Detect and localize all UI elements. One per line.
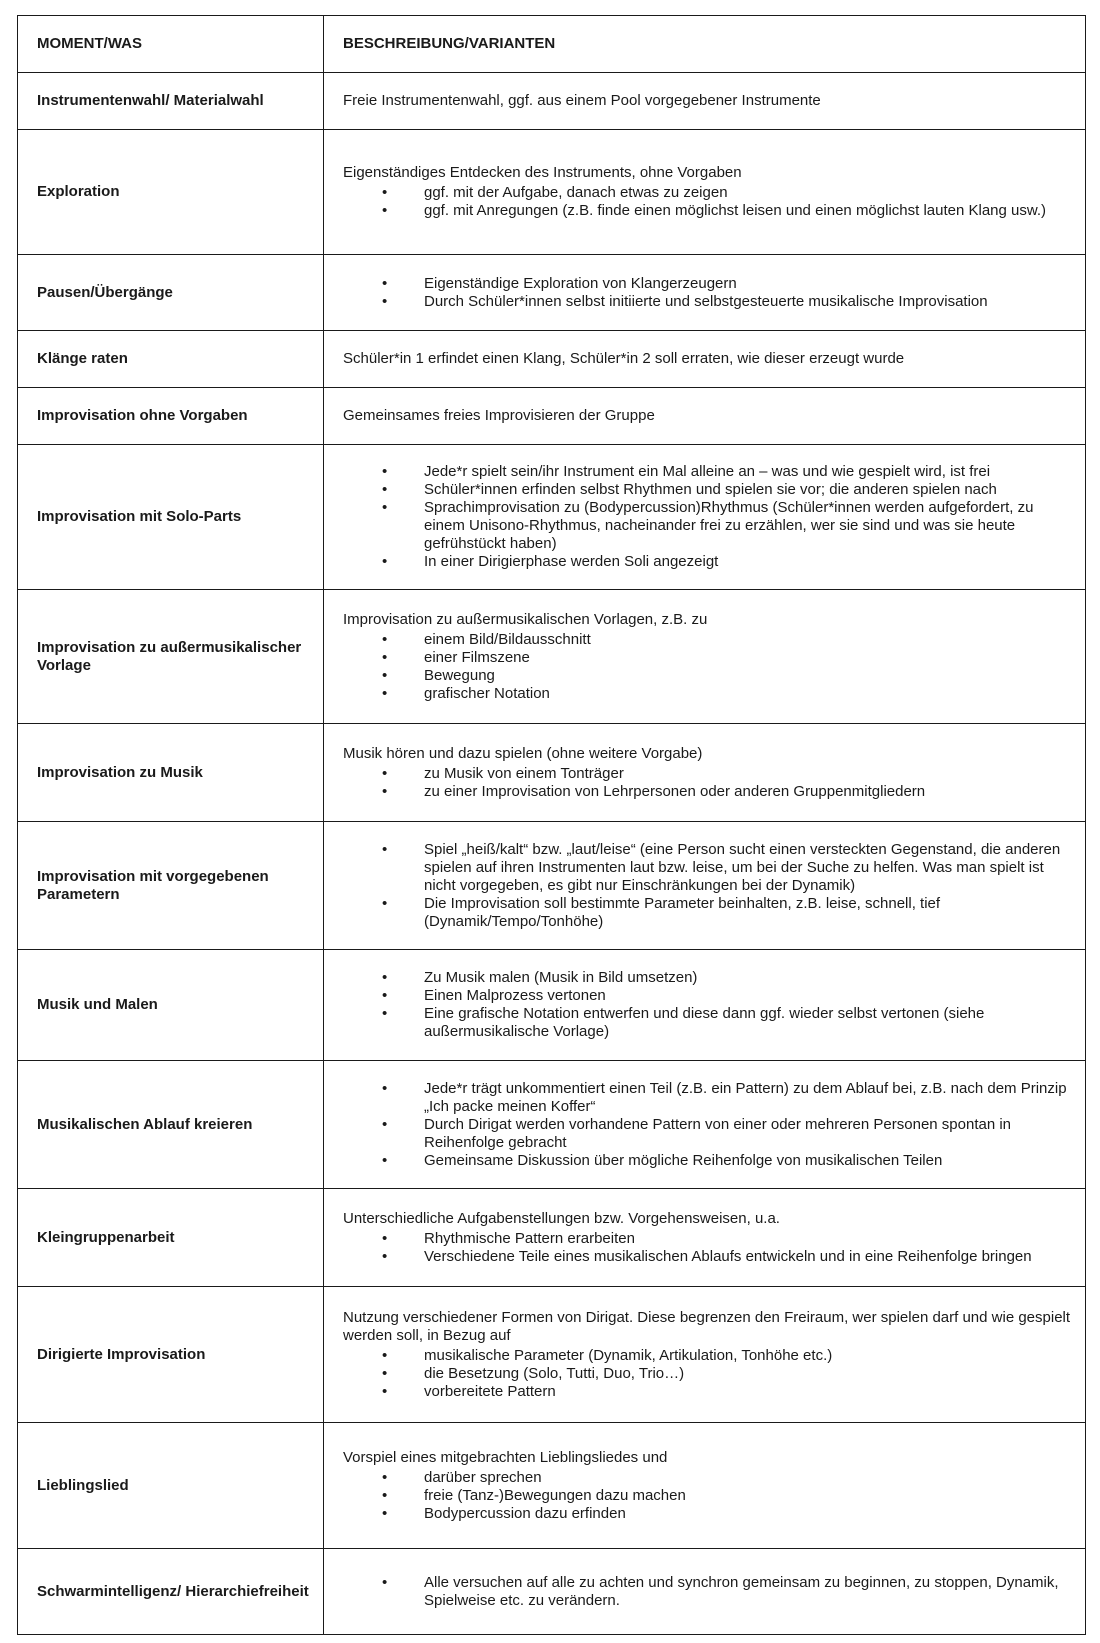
moment-label: Kleingruppenarbeit <box>18 1189 324 1287</box>
header-description: BESCHREIBUNG/VARIANTEN <box>324 16 1086 73</box>
description-intro: Unterschiedliche Aufgabenstellungen bzw. Vorgehensweisen, u.a. <box>343 1209 780 1227</box>
bullet-item: • Verschiedene Teile eines musikalischen Ablaufs entwickeln und in eine Reihenfolge bringen <box>343 1248 1071 1266</box>
description-cell <box>324 1423 1086 1549</box>
bullet-list <box>343 1574 1071 1610</box>
description-cell <box>324 388 1086 445</box>
bullet-list <box>343 1230 1071 1266</box>
bullet-item: • einem Bild/Bildausschnitt <box>343 631 1071 649</box>
description-cell <box>324 255 1086 331</box>
moment-label: Improvisation zu Musik <box>18 724 324 822</box>
bullet-item: • Bewegung <box>343 667 1071 685</box>
bullet-item: • Einen Malprozess vertonen <box>343 987 1071 1005</box>
bullet-list <box>343 631 1071 703</box>
description-cell <box>324 724 1086 822</box>
bullet-item: • vorbereitete Pattern <box>343 1383 1071 1401</box>
moment-label: Musikalischen Ablauf kreieren <box>18 1061 324 1189</box>
moment-label: Pausen/Übergänge <box>18 255 324 331</box>
bullet-item: • In einer Dirigierphase werden Soli angezeigt <box>343 553 1071 571</box>
moment-label: Improvisation mit Solo-Parts <box>18 445 324 590</box>
bullet-item: • Schüler*innen erfinden selbst Rhythmen und spielen sie vor; die anderen spielen nach <box>343 481 1071 499</box>
moment-label: Instrumentenwahl/ Materialwahl <box>18 73 324 130</box>
bullet-list <box>343 969 1071 1041</box>
bullet-item: • einer Filmszene <box>343 649 1071 667</box>
moment-label: Improvisation ohne Vorgaben <box>18 388 324 445</box>
bullet-list <box>343 1469 1071 1523</box>
description-cell <box>324 130 1086 255</box>
bullet-item: • Alle versuchen auf alle zu achten und synchron gemeinsam zu beginnen, zu stoppen, Dynamik, Spielweise etc. zu verändern. <box>343 1574 1071 1610</box>
moment-label: Schwarmintelligenz/ Hierarchiefreiheit <box>18 1549 324 1635</box>
bullet-item: • Gemeinsame Diskussion über mögliche Reihenfolge von musikalischen Teilen <box>343 1152 1071 1170</box>
description-cell <box>324 1061 1086 1189</box>
description-cell <box>324 445 1086 590</box>
bullet-item: • grafischer Notation <box>343 685 1071 703</box>
bullet-item: • Durch Schüler*innen selbst initiierte und selbstgesteuerte musikalische Improvisation <box>343 293 1071 311</box>
description-cell <box>324 1287 1086 1423</box>
table-row <box>18 331 1086 388</box>
description-intro: Musik hören und dazu spielen (ohne weitere Vorgabe) <box>343 744 703 762</box>
table-row <box>18 130 1086 255</box>
bullet-item: • zu einer Improvisation von Lehrpersonen oder anderen Gruppenmitgliedern <box>343 783 1071 801</box>
bullet-list <box>343 184 1071 220</box>
description-cell <box>324 822 1086 950</box>
bullet-item: • zu Musik von einem Tonträger <box>343 765 1071 783</box>
bullet-list <box>343 463 1071 571</box>
description-intro: Nutzung verschiedener Formen von Dirigat. Diese begrenzen den Freiraum, wer spielen darf und wie gespielt werden soll, in Bezug auf <box>343 1308 1071 1344</box>
description-intro: Eigenständiges Entdecken des Instruments, ohne Vorgaben <box>343 164 742 181</box>
table-row <box>18 1549 1086 1635</box>
description-intro: Vorspiel eines mitgebrachten Lieblingsliedes und <box>343 1448 668 1466</box>
bullet-item: • die Besetzung (Solo, Tutti, Duo, Trio…) <box>343 1365 1071 1383</box>
moment-label: Lieblingslied <box>18 1423 324 1549</box>
bullet-item: • darüber sprechen <box>343 1469 1071 1487</box>
table-row <box>18 822 1086 950</box>
table-row <box>18 724 1086 822</box>
bullet-item: • ggf. mit der Aufgabe, danach etwas zu zeigen <box>343 184 1071 202</box>
table-row <box>18 255 1086 331</box>
table-row <box>18 590 1086 724</box>
description-cell <box>324 1189 1086 1287</box>
table-row <box>18 1287 1086 1423</box>
bullet-list <box>343 765 1071 801</box>
bullet-item: • Rhythmische Pattern erarbeiten <box>343 1230 1071 1248</box>
methods-table <box>17 15 1086 1635</box>
table-row <box>18 388 1086 445</box>
table-row <box>18 1189 1086 1287</box>
bullet-item: • freie (Tanz-)Bewegungen dazu machen <box>343 1487 1071 1505</box>
moment-label: Improvisation mit vorgegebenen Parametern <box>18 822 324 950</box>
description-intro: Schüler*in 1 erfindet einen Klang, Schüler*in 2 soll erraten, wie dieser erzeugt wurde <box>343 350 905 367</box>
description-cell <box>324 331 1086 388</box>
bullet-item: • Zu Musik malen (Musik in Bild umsetzen) <box>343 969 1071 987</box>
bullet-list <box>343 1347 1071 1401</box>
table-header-row <box>18 16 1086 73</box>
description-intro: Freie Instrumentenwahl, ggf. aus einem Pool vorgegebener Instrumente <box>343 92 821 109</box>
bullet-item: • Durch Dirigat werden vorhandene Pattern von einer oder mehreren Personen spontan in Reihenfolge gebracht <box>343 1116 1071 1152</box>
description-intro: Improvisation zu außermusikalischen Vorlagen, z.B. zu <box>343 610 708 628</box>
header-moment: MOMENT/WAS <box>18 16 324 73</box>
table-row <box>18 73 1086 130</box>
table-row <box>18 1423 1086 1549</box>
bullet-item: • Bodypercussion dazu erfinden <box>343 1505 1071 1523</box>
bullet-item: • Jede*r spielt sein/ihr Instrument ein Mal alleine an – was und wie gespielt wird, ist frei <box>343 463 1071 481</box>
bullet-list <box>343 275 1071 311</box>
bullet-item: • Eine grafische Notation entwerfen und diese dann ggf. wieder selbst vertonen (siehe außermusikalische Vorlage) <box>343 1005 1071 1041</box>
table-row <box>18 950 1086 1061</box>
bullet-item: • Eigenständige Exploration von Klangerzeugern <box>343 275 1071 293</box>
bullet-item: • ggf. mit Anregungen (z.B. finde einen möglichst leisen und einen möglichst lauten Klang usw.) <box>343 202 1071 220</box>
description-cell <box>324 590 1086 724</box>
bullet-item: • Die Improvisation soll bestimmte Parameter beinhalten, z.B. leise, schnell, tief (Dynamik/Tempo/Tonhöhe) <box>343 895 1071 931</box>
moment-label: Exploration <box>18 130 324 255</box>
bullet-list <box>343 1080 1071 1170</box>
moment-label: Dirigierte Improvisation <box>18 1287 324 1423</box>
description-cell <box>324 73 1086 130</box>
description-cell <box>324 1549 1086 1635</box>
moment-label: Improvisation zu außermusikalischer Vorlage <box>18 590 324 724</box>
moment-label: Klänge raten <box>18 331 324 388</box>
table-row <box>18 445 1086 590</box>
table-row <box>18 1061 1086 1189</box>
moment-label: Musik und Malen <box>18 950 324 1061</box>
bullet-item: • Spiel „heiß/kalt“ bzw. „laut/leise“ (eine Person sucht einen versteckten Gegenstand, die anderen spielen auf ihren Instrumenten laut bzw. leise, um bei der Suche zu helfen. Was man spielt ist nicht vorgegeben, es gibt nur Einschränkungen bei der Dynamik) <box>343 841 1071 895</box>
bullet-item: • Jede*r trägt unkommentiert einen Teil (z.B. ein Pattern) zu dem Ablauf bei, z.B. nach dem Prinzip „Ich packe meinen Koffer“ <box>343 1080 1071 1116</box>
bullet-item: • Sprachimprovisation zu (Bodypercussion)Rhythmus (Schüler*innen werden aufgefordert, zu einem Unisono-Rhythmus, nacheinander frei zu erzählen, wer sie sind und was sie heute gefrühstückt haben) <box>343 499 1071 553</box>
bullet-list <box>343 841 1071 931</box>
description-intro: Gemeinsames freies Improvisieren der Gruppe <box>343 407 655 424</box>
bullet-item: • musikalische Parameter (Dynamik, Artikulation, Tonhöhe etc.) <box>343 1347 1071 1365</box>
description-cell <box>324 950 1086 1061</box>
